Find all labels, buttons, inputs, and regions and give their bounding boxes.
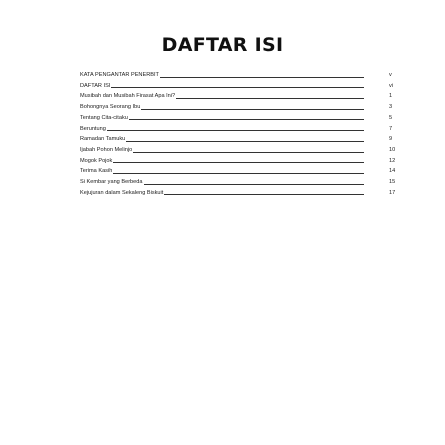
toc-leader-line [141,109,364,110]
toc-leader-line [160,77,364,78]
toc-leader-line [111,87,364,88]
toc-entry-title: Terima Kasih [80,168,113,175]
toc-entry-page: vi [389,82,394,89]
toc-entry [80,164,405,175]
toc-entry-page: 3 [389,104,393,111]
toc-leader-line [107,130,364,131]
toc-entry-page: 15 [389,178,396,185]
toc-entry-title: KATA PENGANTAR PENERBIT [80,72,159,79]
toc-leader-line [113,173,364,174]
toc-entry-page: 9 [389,136,393,143]
toc-entry-page: 14 [389,168,396,175]
toc-heading: DAFTAR ISI [161,34,284,56]
toc-entry-title: Mogok Pojok [80,157,113,164]
toc-leader-line [129,119,364,120]
toc-leader-line [126,141,364,142]
toc-entry [80,186,405,197]
toc-leader-line [144,184,364,185]
toc-entry [80,68,405,79]
toc-entry [80,175,405,186]
toc-entry [80,100,405,111]
toc-entry [80,154,405,165]
toc-entry-title: Ramadan Tamuku [80,136,126,143]
toc-entry-page: v [389,72,392,79]
toc-entry-title: Beruntung [80,125,106,132]
toc-entry-page: 12 [389,157,396,164]
toc-leader-line [164,194,364,195]
toc-entry-page: 7 [389,125,393,132]
toc-entry-page: 1 [389,93,393,100]
toc-entry [80,121,405,132]
toc-entry-page: 5 [389,114,393,121]
toc-entry [80,132,405,143]
toc-leader-line [113,162,364,163]
toc-entry-title: DAFTAR ISI [80,82,111,89]
toc-entry [80,89,405,100]
toc-leader-line [133,152,364,153]
toc-entry [80,79,405,90]
toc-entry [80,111,405,122]
toc-entry-title: Si Kembar yang Berbeda [80,178,143,185]
toc-entry-title: Kejujuran dalam Sekaleng Biskuit [80,189,164,196]
toc-entry-title: Bohongnya Seorang Ibu [80,104,141,111]
toc-list [80,68,405,196]
toc-entry-title: Musibah dan Musibah Firasat Apa Ini? [80,93,176,100]
toc-entry [80,143,405,154]
toc-leader-line [176,98,364,99]
toc-entry-title: Ijabah Pohon Melinjo [80,146,133,153]
toc-entry-page: 17 [389,189,396,196]
toc-entry-title: Tentang Cita-citaku [80,114,128,121]
toc-entry-page: 10 [389,146,396,153]
